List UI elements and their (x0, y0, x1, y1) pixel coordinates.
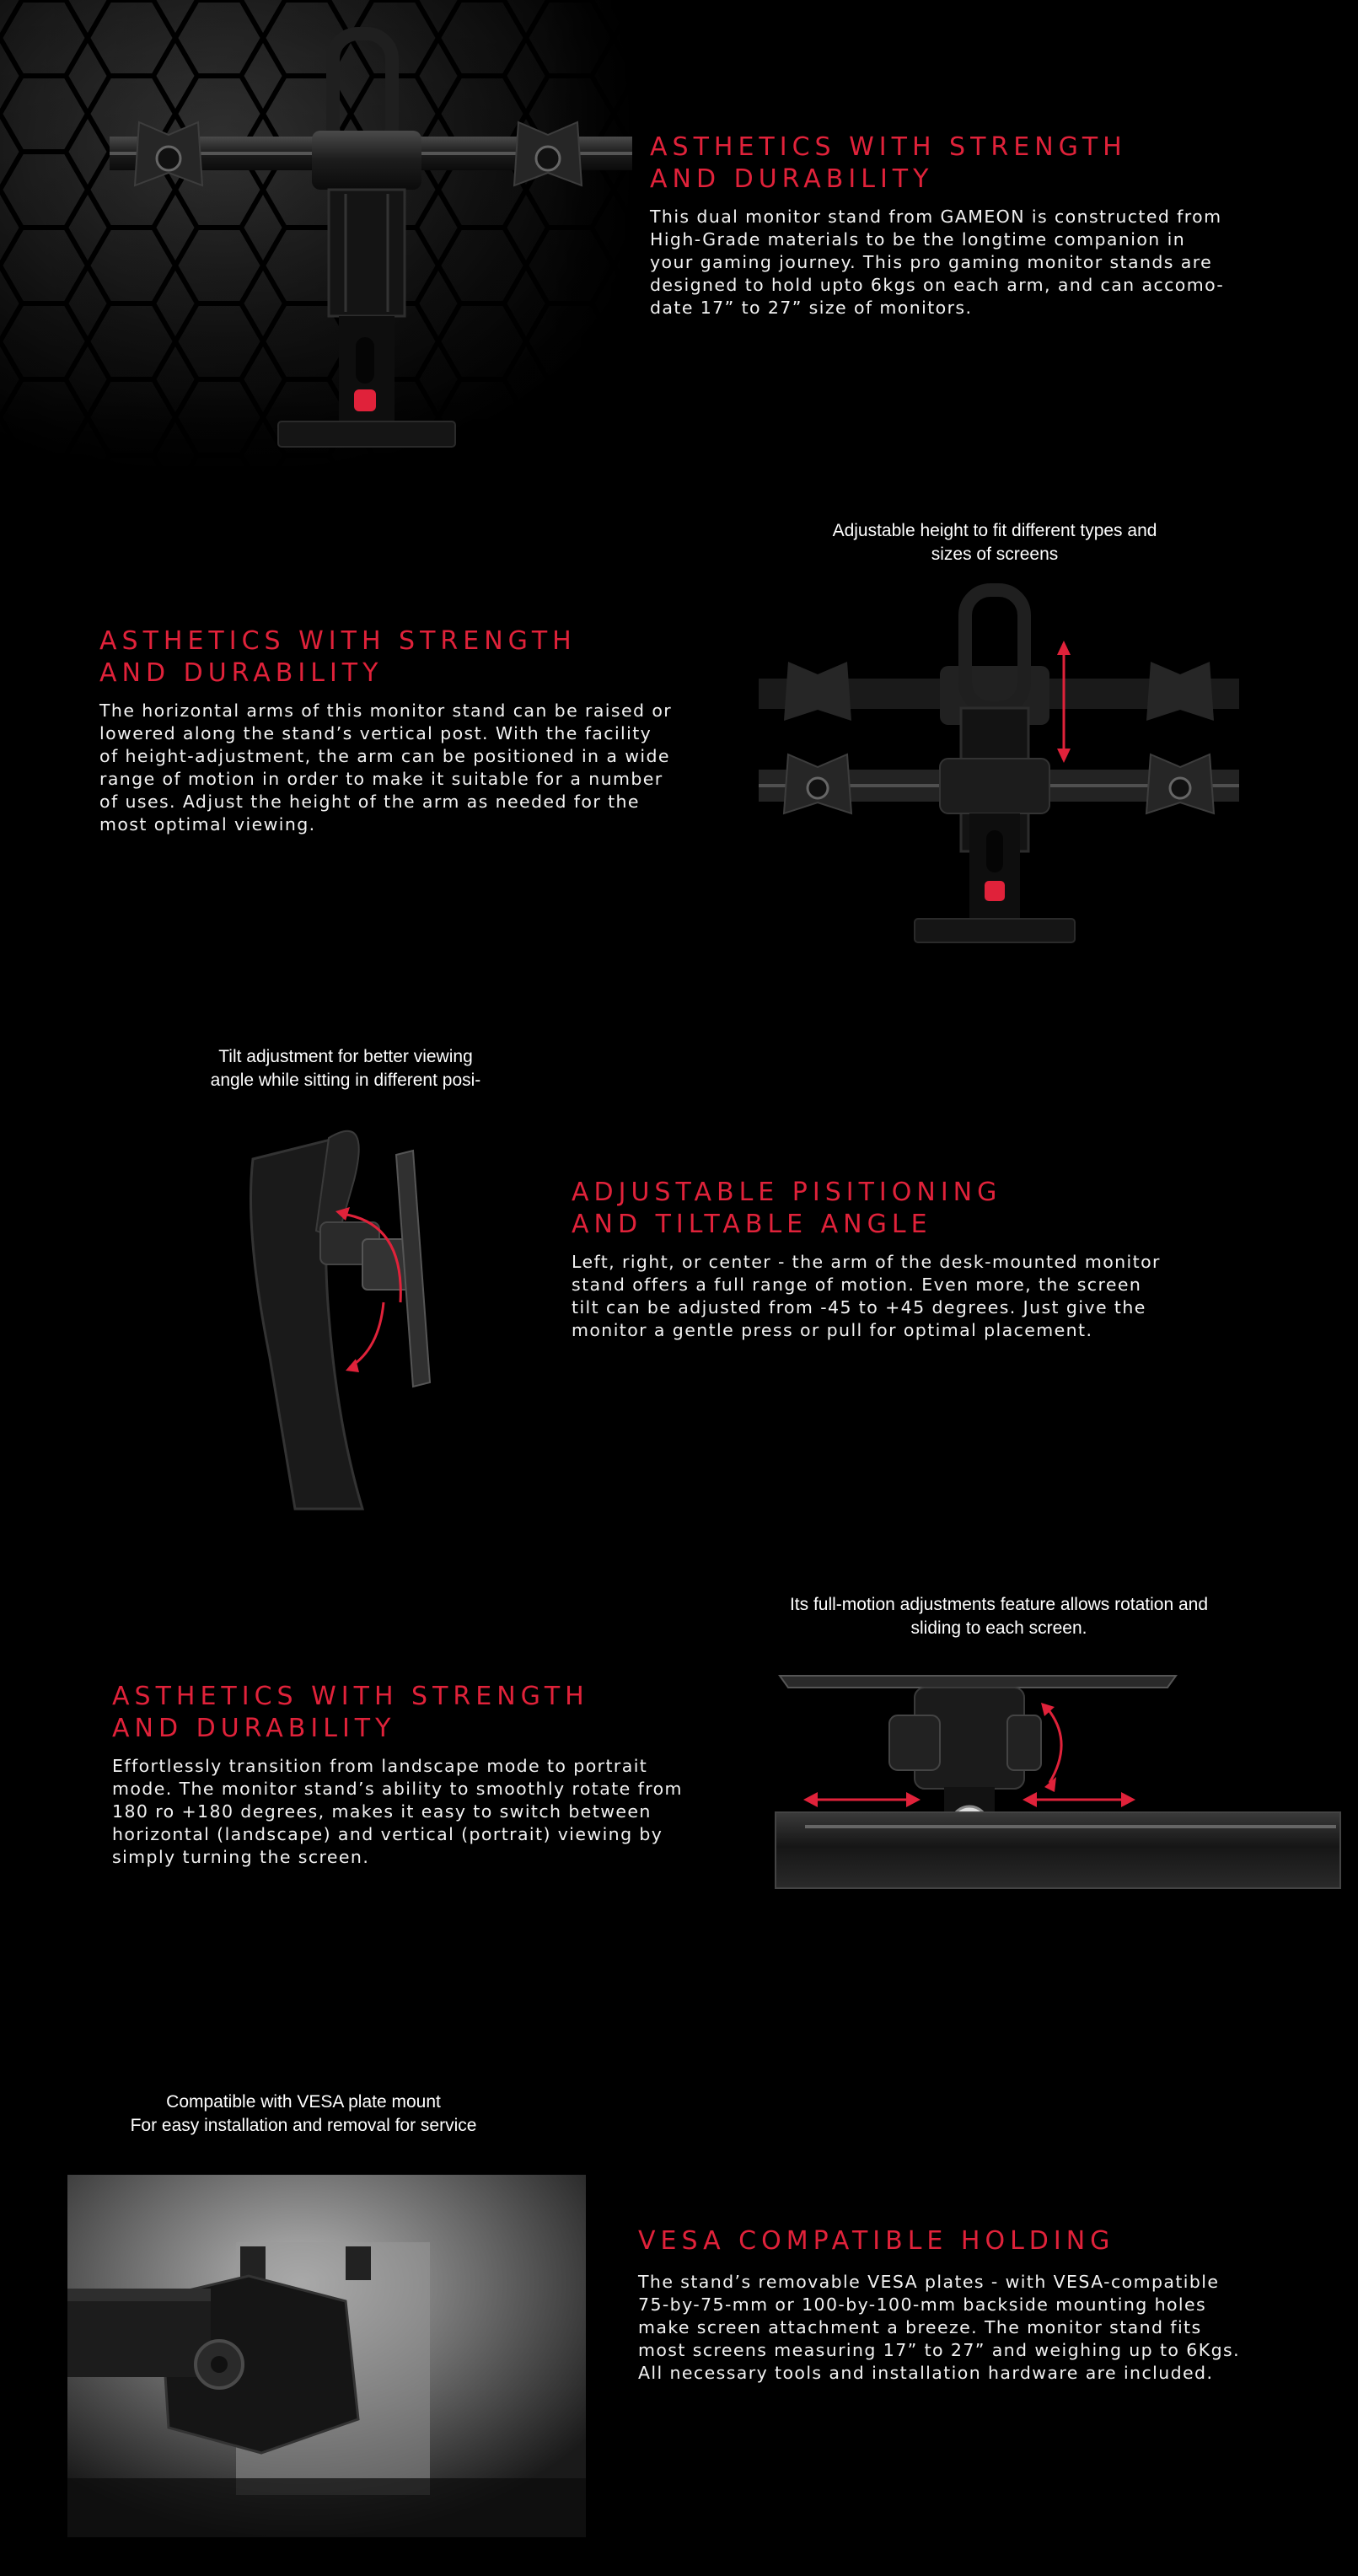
caption-line: sizes of screens (931, 545, 1059, 564)
body-line: tilt can be adjusted from -45 to +45 degrees. Just give the (572, 1297, 1146, 1318)
section-4-body (112, 1755, 683, 1869)
section-2-heading (99, 625, 577, 690)
heading-line: AND DURABILITY (112, 1714, 396, 1743)
height-adjust-caption (776, 519, 1214, 566)
heading-line: AND DURABILITY (99, 658, 384, 688)
caption-line: Its full-motion adjustments feature allows rotation and (789, 1595, 1209, 1614)
section-5-heading (638, 2225, 1114, 2257)
caption-line: sliding to each screen. (910, 1618, 1087, 1638)
heading-line: ASTHETICS WITH STRENGTH (112, 1682, 589, 1711)
section-strength (0, 0, 1358, 506)
vesa-mount-image (67, 2175, 586, 2537)
body-line: All necessary tools and installation hardware are included. (638, 2363, 1214, 2383)
section-1-heading (650, 131, 1127, 196)
vesa-caption (84, 2090, 523, 2138)
section-vesa (0, 2082, 1358, 2576)
section-4-heading (112, 1681, 589, 1745)
body-line: of uses. Adjust the height of the arm as needed for the (99, 792, 640, 812)
tilt-arm-image (236, 1104, 489, 1517)
heading-line: ASTHETICS WITH STRENGTH (99, 626, 577, 656)
section-2-body (99, 700, 672, 836)
body-line: lowered along the stand’s vertical post. With the facility (99, 723, 652, 743)
body-line: The stand’s removable VESA plates - with VESA-compatible (638, 2272, 1220, 2292)
body-line: horizontal (landscape) and vertical (portrait) viewing by (112, 1824, 663, 1844)
body-line: High-Grade materials to be the longtime companion in (650, 229, 1186, 250)
tilt-caption (152, 1045, 539, 1092)
body-line: stand offers a full range of motion. Even more, the screen (572, 1275, 1142, 1295)
section-5-body (638, 2271, 1240, 2385)
body-line: The horizontal arms of this monitor stand can be raised or (99, 700, 673, 721)
section-tilt (0, 1037, 1358, 1526)
caption-line: angle while sitting in different posi- (210, 1071, 481, 1090)
body-line: This dual monitor stand from GAMEON is constructed from (650, 207, 1222, 227)
heading-line: VESA COMPATIBLE HOLDING (638, 2226, 1115, 2256)
dual-monitor-stand-image (101, 25, 641, 455)
rotation-caption (759, 1593, 1239, 1640)
body-line: of height-adjustment, the arm can be positioned in a wide (99, 746, 670, 766)
body-line: monitor a gentle press or pull for optimal placement. (572, 1320, 1093, 1340)
body-line: 75-by-75-mm or 100-by-100-mm backside mounting holes (638, 2294, 1207, 2315)
body-line: 180 ro +180 degrees, makes it easy to switch between (112, 1801, 652, 1822)
heading-line: ASTHETICS WITH STRENGTH (650, 132, 1127, 162)
section-3-heading (572, 1177, 1001, 1241)
rotation-joint-image (771, 1669, 1345, 1905)
body-line: designed to hold upto 6kgs on each arm, and can accomo- (650, 275, 1225, 295)
section-3-body (572, 1251, 1161, 1342)
heading-line: ADJUSTABLE PISITIONING (572, 1178, 1002, 1207)
height-adjust-stand-image (759, 577, 1239, 965)
body-line: range of motion in order to make it suitable for a number (99, 769, 663, 789)
body-line: date 17” to 27” size of monitors. (650, 298, 973, 318)
section-rotation (0, 1585, 1358, 1939)
body-line: mode. The monitor stand’s ability to smoothly rotate from (112, 1779, 683, 1799)
body-line: your gaming journey. This pro gaming monitor stands are (650, 252, 1213, 272)
section-1-body (650, 206, 1224, 319)
body-line: most optimal viewing. (99, 814, 316, 835)
caption-line: Tilt adjustment for better viewing (218, 1047, 473, 1066)
body-line: Left, right, or center - the arm of the desk-mounted monitor (572, 1252, 1161, 1272)
heading-line: AND TILTABLE ANGLE (572, 1210, 932, 1239)
body-line: Effortlessly transition from landscape mode to portrait (112, 1756, 648, 1776)
caption-line: Adjustable height to fit different types and (832, 521, 1157, 540)
body-line: most screens measuring 17” to 27” and weighing up to 6Kgs. (638, 2340, 1240, 2360)
body-line: simply turning the screen. (112, 1847, 370, 1867)
section-height-adjust (0, 506, 1358, 1012)
caption-line: Compatible with VESA plate mount (166, 2092, 441, 2112)
caption-line: For easy installation and removal for service (130, 2116, 477, 2135)
heading-line: AND DURABILITY (650, 164, 934, 194)
body-line: make screen attachment a breeze. The monitor stand fits (638, 2317, 1202, 2337)
